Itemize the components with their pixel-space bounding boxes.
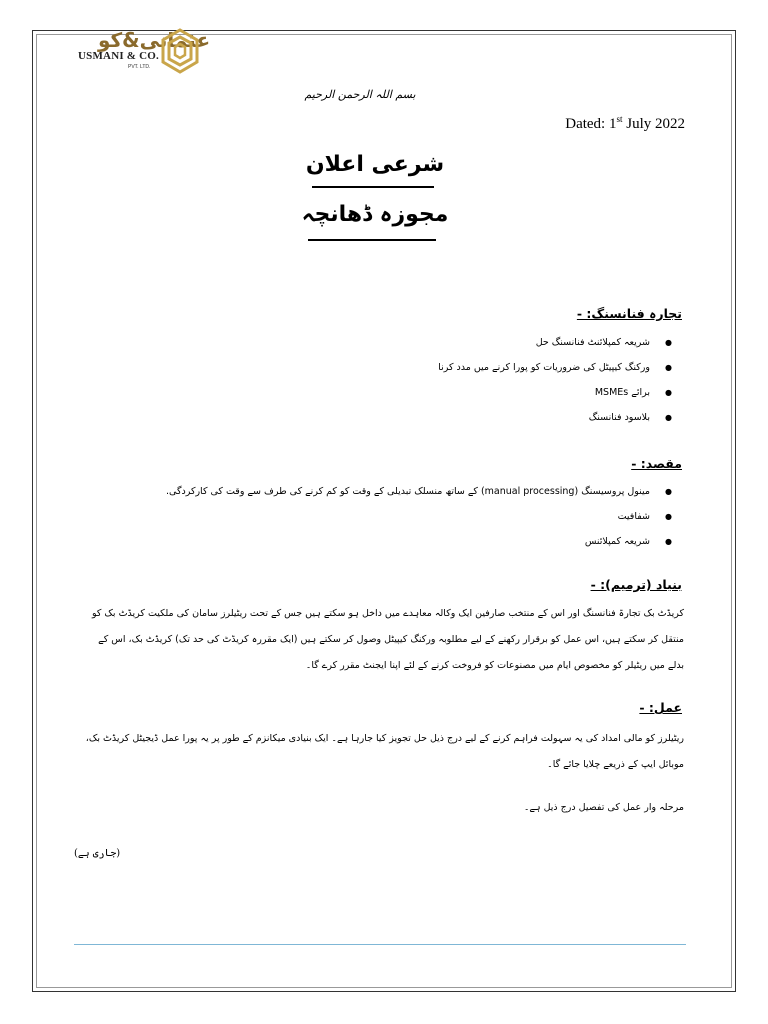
logo-urdu-name: عثمانی&کو: [98, 28, 211, 52]
list-item: ● شریعہ کمپلائنس: [166, 529, 672, 554]
section-heading-action: عمل: -: [639, 700, 682, 715]
action-paragraph: ریٹیلرز کو مالی امداد کی یہ سہولت فراہم کرنے کے لیے درج ذیل حل تجویز کیا جارہا ہے۔ ایک بنیادی میکانزم کے طور پر یہ پورا عمل ڈیجیٹل کریڈٹ بک، موبائل ایپ کے ذریعے چلایا جائے گا۔: [85, 733, 684, 770]
list-item: ● مینول پروسیسنگ (manual processing) کے ساتھ منسلک تبدیلی کے وقت کو کم کرنے کی طرف سے وقت کی کارکردگی.: [166, 479, 672, 504]
hexagon-logo-icon: [160, 28, 200, 74]
section-heading-trade-finance: تجارہ فنانسنگ: -: [576, 306, 682, 321]
list-item: ● ورکنگ کیپیٹل کی ضروریات کو پورا کرنے میں مدد کرنا: [438, 355, 672, 380]
bismillah: بسم اللہ الرحمن الرحیم: [304, 88, 416, 101]
purpose-list: [166, 479, 672, 554]
action-note: مرحلہ وار عمل کی تفصیل درج ذیل ہے۔: [523, 802, 684, 813]
page-subtitle: مجوزہ ڈھانچہ: [301, 202, 449, 227]
footer-divider: [74, 944, 686, 945]
list-item: ● برائے MSMEs: [438, 380, 672, 405]
title-underline: [312, 186, 434, 188]
continued-note: (جاری ہے): [74, 848, 121, 859]
date-rest: July 2022: [622, 116, 685, 132]
section-heading-purpose: مقصد: -: [631, 456, 682, 471]
date-prefix: Dated: 1: [565, 116, 617, 132]
list-item: ● شفافیت: [166, 504, 672, 529]
date-line: [565, 114, 685, 133]
page-title: شرعی اعلان: [305, 152, 445, 177]
logo-subtitle: PVT. LTD.: [128, 64, 151, 70]
logo-name: USMANI & CO.: [78, 50, 159, 62]
company-logo: [78, 28, 211, 76]
list-item: ● بلاسود فنانسنگ: [438, 405, 672, 430]
date-suffix: st: [616, 114, 623, 124]
subtitle-underline: [308, 239, 436, 241]
list-item: ● شریعہ کمپلائنٹ فنانسنگ حل: [438, 330, 672, 355]
trade-finance-list: [438, 330, 672, 430]
basis-paragraph: کریڈٹ بک تجارۃ فنانسنگ اور اس کے منتخب صارفین ایک وکالہ معاہدے میں داخل ہو سکتے ہیں جس کے تحت ریٹیلرز سامان کی ملکیت کریڈٹ بک کو منتقل کر سکتے ہیں، اس عمل کو برقرار رکھنے کے لیے مطلوبہ ورکنگ کیپیٹل وصول کر سکتے ہیں (ایک مقررہ کریڈٹ کی حد تک) کریڈٹ بک، اس کے بدلے میں ریٹیلر کو مخصوص ایام میں مصنوعات کو فروخت کرنے کے لئے اپنا ایجنٹ مقرر کرے گا۔: [91, 608, 684, 671]
section-heading-basis: بنیاد (ترمیم): -: [590, 577, 682, 592]
